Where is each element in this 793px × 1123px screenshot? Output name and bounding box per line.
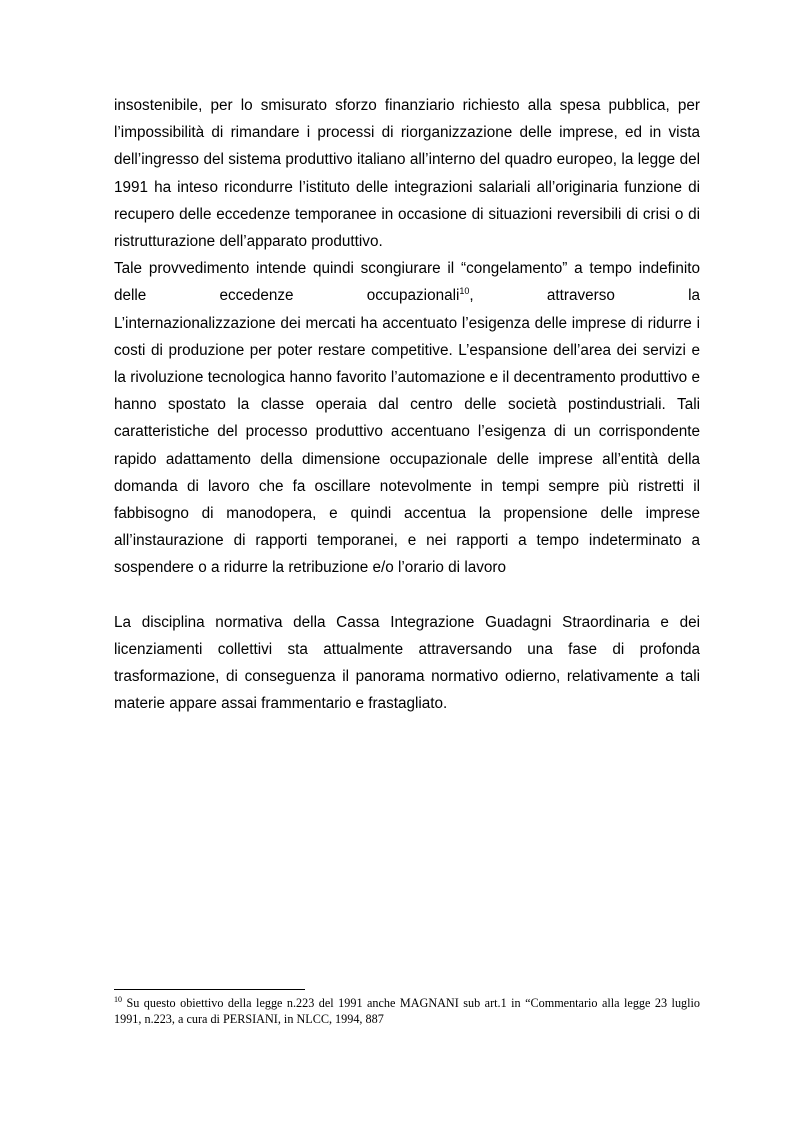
footnote-number: 10 — [114, 994, 122, 1004]
body-text — [114, 92, 700, 718]
paragraph-2-tail: , attraverso la — [469, 287, 700, 305]
footnote-reference: 10 — [459, 286, 470, 297]
paragraph-2 — [114, 255, 700, 309]
footnote-separator — [114, 989, 305, 990]
paragraph-3: L’internazionalizzazione dei mercati ha accentuato l’esigenza delle imprese di ridurre i costi di produzione per poter restare competitive. L’espansione dell’area dei servizi e la rivoluzione tecnologica hanno favorito l’automazione e il decentramento produttivo e hanno spostato la classe operaia dal centro delle società postindustriali. Tali caratteristiche del processo produttivo accentuano l’esigenza di un corrispondente rapido adattamento della dimensione occupazionale delle imprese all’entità della domanda di lavoro che fa oscillare notevolmente in tempi sempre più ristretti il fabbisogno di manodopera, e quindi accentua la propensione delle imprese all’instaurazione di rapporti temporanei, e nei rapporti a tempo indeterminato a sospendere o a ridurre la retribuzione e/o l’orario di lavoro — [114, 314, 700, 577]
paragraph-2-text: Tale provvedimento intende quindi scongiurare il “congelamento” a tempo indefinito delle eccedenze occupazionali — [114, 260, 700, 305]
paragraph-1: insostenibile, per lo smisurato sforzo finanziario richiesto alla spesa pubblica, per l’impossibilità di rimandare i processi di riorganizzazione delle imprese, ed in vista dell’ingresso del sistema produttivo italiano all’interno del quadro europeo, la legge del 1991 ha inteso ricondurre l’istituto delle integrazioni salariali all’originaria funzione di recupero delle eccedenze temporanee in occasione di situazioni reversibili di crisi o di ristrutturazione dell’apparato produttivo. — [114, 97, 700, 251]
paragraph-4: La disciplina normativa della Cassa Integrazione Guadagni Straordinaria e dei licenziamenti collettivi sta attualmente attraversando una fase di profonda trasformazione, di conseguenza il panorama normativo odierno, relativamente a tali materie appare assai frammentario e frastagliato. — [114, 613, 700, 713]
footnote-text: Su questo obiettivo della legge n.223 del 1991 anche MAGNANI sub art.1 in “Commentario alla legge 23 luglio 1991, n.223, a cura di PERSIANI, in NLCC, 1994, 887 — [114, 996, 700, 1026]
paragraph-spacer — [114, 582, 700, 609]
footnote — [114, 995, 700, 1027]
